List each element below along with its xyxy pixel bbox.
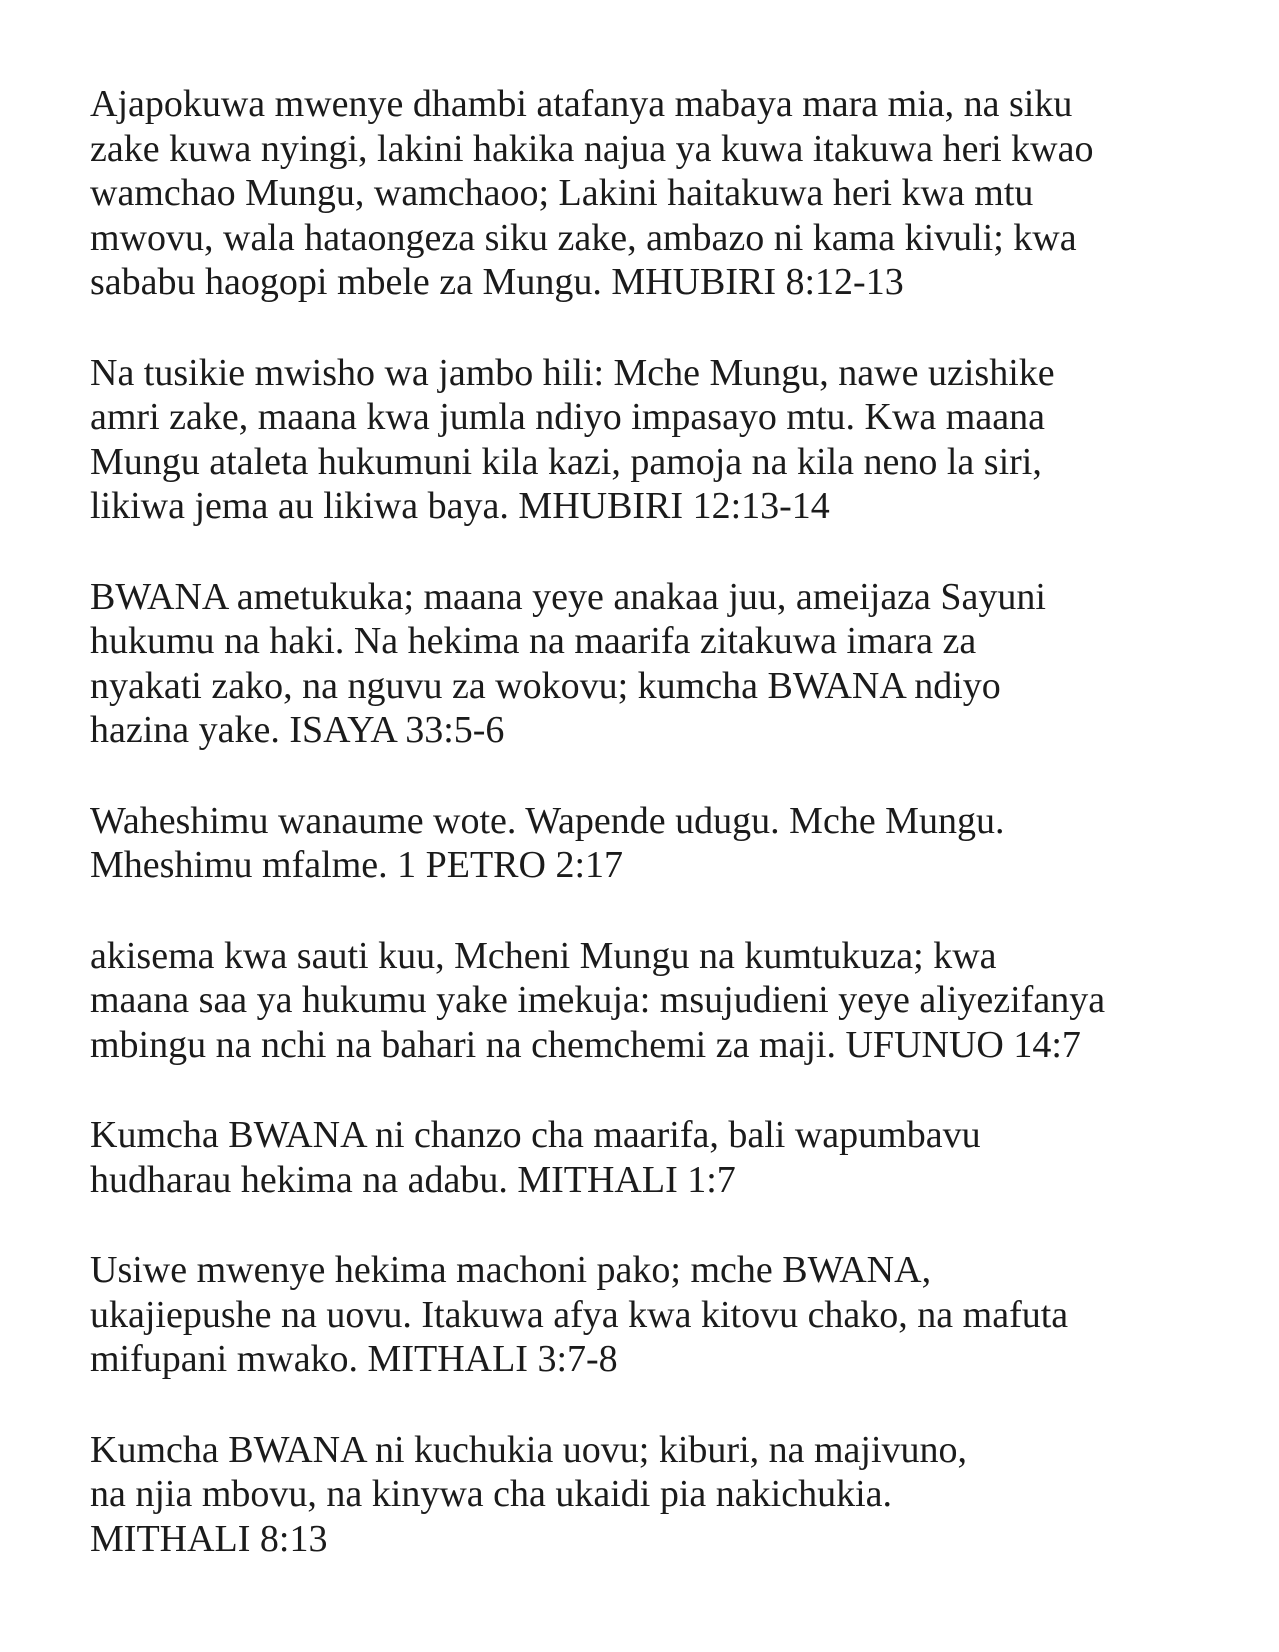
text-line: Usiwe mwenye hekima machoni pako; mche BWANA,: [90, 1249, 932, 1291]
text-line: likiwa jema au likiwa baya. MHUBIRI 12:13-14: [90, 485, 830, 527]
verse-paragraph: [90, 575, 1210, 753]
verse-paragraph: [90, 351, 1210, 529]
text-line: Mungu ataleta hukumuni kila kazi, pamoja na kila neno la siri,: [90, 440, 1042, 483]
text-line: ukajiepushe na uovu. Itakuwa afya kwa kitovu chako, na mafuta: [90, 1293, 1069, 1336]
text-line: mbingu na nchi na bahari na chemchemi za maji. UFUNUO 14:7: [90, 1023, 1081, 1066]
text-line: hukumu na haki. Na hekima na maarifa zitakuwa imara za: [90, 620, 977, 662]
text-line: Mheshimu mfalme. 1 PETRO 2:17: [90, 844, 624, 886]
text-line: akisema kwa sauti kuu, Mcheni Mungu na kumtukuza; kwa: [90, 934, 997, 977]
verse-paragraph: [90, 1428, 1210, 1562]
text-line: Kumcha BWANA ni kuchukia uovu; kiburi, na majivuno,: [90, 1428, 968, 1471]
verse-paragraph: [90, 1113, 1210, 1202]
text-line: BWANA ametukuka; maana yeye anakaa juu, ameijaza Sayuni: [90, 575, 1046, 618]
text-line: mifupani mwako. MITHALI 3:7-8: [90, 1338, 618, 1380]
text-line: mwovu, wala hataongeza siku zake, ambazo ni kama kivuli; kwa: [90, 216, 1077, 259]
text-line: Kumcha BWANA ni chanzo cha maarifa, bali wapumbavu: [90, 1114, 981, 1156]
text-line: sababu haogopi mbele za Mungu. MHUBIRI 8:12-13: [90, 261, 904, 303]
text-line: hazina yake. ISAYA 33:5-6: [90, 709, 505, 751]
text-line: Waheshimu wanaume wote. Wapende udugu. Mche Mungu.: [90, 799, 1005, 842]
text-line: zake kuwa nyingi, lakini hakika najua ya kuwa itakuwa heri kwao: [90, 127, 1094, 170]
text-line: hudharau hekima na adabu. MITHALI 1:7: [90, 1158, 736, 1201]
verse-paragraph: [90, 82, 1210, 305]
text-line: amri zake, maana kwa jumla ndiyo impasayo mtu. Kwa maana: [90, 396, 1045, 438]
text-line: Ajapokuwa mwenye dhambi atafanya mabaya mara mia, na siku: [90, 83, 1073, 125]
text-line: na njia mbovu, na kinywa cha ukaidi pia nakichukia.: [90, 1473, 892, 1515]
text-line: nyakati zako, na nguvu za wokovu; kumcha BWANA ndiyo: [90, 664, 1001, 707]
document-page: [90, 82, 1210, 1607]
text-line: maana saa ya hukumu yake imekuja: msujudieni yeye aliyezifanya: [90, 979, 1106, 1021]
text-line: Na tusikie mwisho wa jambo hili: Mche Mungu, nawe uzishike: [90, 351, 1055, 394]
verse-paragraph: [90, 934, 1210, 1068]
verse-paragraph: [90, 799, 1210, 888]
text-line: wamchao Mungu, wamchaoo; Lakini haitakuwa heri kwa mtu: [90, 172, 1034, 214]
verse-paragraph: [90, 1248, 1210, 1382]
text-line: MITHALI 8:13: [90, 1517, 328, 1560]
